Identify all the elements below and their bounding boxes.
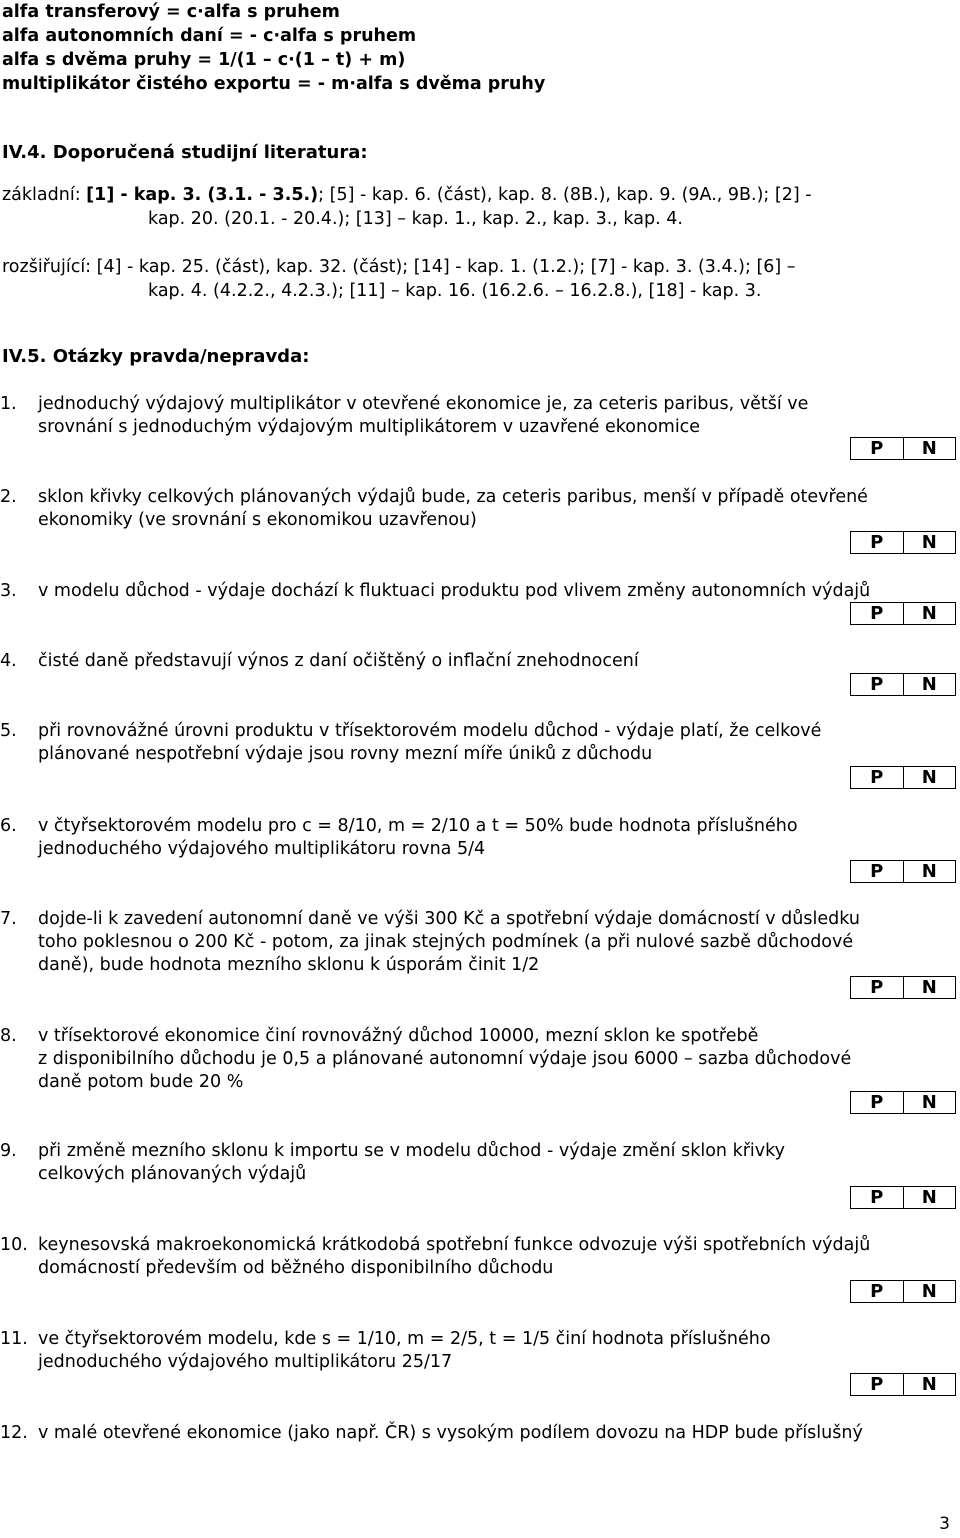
answer-false-option[interactable]: N xyxy=(903,1187,956,1208)
question-text: v čtyřsektorovém modelu pro c = 8/10, m = 2/10 a t = 50% bude hodnota příslušného xyxy=(38,816,798,836)
question-text: daně potom bude 20 % xyxy=(38,1072,244,1092)
basic-references: ; [5] - kap. 6. (část), kap. 8. (8B.), kap. 9. (9A., 9B.); [2] - xyxy=(318,185,812,205)
question-text: čisté daně představují výnos z daní očištěný o inflační znehodnocení xyxy=(38,651,639,671)
answer-false-option[interactable]: N xyxy=(903,603,956,624)
question-number xyxy=(0,838,38,861)
question-item xyxy=(0,1140,955,1186)
question-number: 2. xyxy=(0,487,17,507)
question-item xyxy=(0,486,955,532)
extended-literature xyxy=(2,255,952,303)
answer-false-option[interactable]: N xyxy=(903,674,956,695)
answer-false-option[interactable]: N xyxy=(903,532,956,553)
question-number: 5. xyxy=(0,721,17,741)
formula-line: alfa transferový = c·alfa s pruhem xyxy=(2,2,340,22)
question-number: 11. xyxy=(0,1329,28,1349)
question-number: 7. xyxy=(0,909,17,929)
answer-false-option[interactable]: N xyxy=(903,438,956,459)
formulas-block xyxy=(2,0,545,96)
question-text: daně), bude hodnota mezního sklonu k úsporám činit 1/2 xyxy=(38,955,540,975)
question-number xyxy=(0,509,38,532)
question-number xyxy=(0,1048,38,1071)
question-number xyxy=(0,954,38,977)
literature-title: IV.4. Doporučená studijní literatura: xyxy=(2,142,368,163)
formula-line: alfa autonomních daní = - c·alfa s pruhem xyxy=(2,26,417,46)
question-item xyxy=(0,1025,955,1094)
question-text: ekonomiky (ve srovnání s ekonomikou uzavřenou) xyxy=(38,510,477,530)
question-number xyxy=(0,1351,38,1374)
answer-false-option[interactable]: N xyxy=(903,1374,956,1395)
question-item xyxy=(0,1422,955,1445)
question-number: 4. xyxy=(0,651,17,671)
answer-true-option[interactable]: P xyxy=(870,532,884,553)
answer-true-option[interactable]: P xyxy=(870,861,884,882)
answer-false-option[interactable]: N xyxy=(903,1092,956,1113)
question-text: srovnání s jednoduchým výdajovým multiplikátorem v uzavřené ekonomice xyxy=(38,417,701,437)
question-text: v modelu důchod - výdaje dochází k fluktuaci produktu pod vlivem změny autonomních výdajů xyxy=(38,581,871,601)
question-text: při změně mezního sklonu k importu se v modelu důchod - výdaje změní sklon křivky xyxy=(38,1141,785,1161)
answer-true-option[interactable]: P xyxy=(870,1092,884,1113)
question-number xyxy=(0,931,38,954)
basic-label: základní: xyxy=(2,185,81,205)
question-text: jednoduchého výdajového multiplikátoru 25/17 xyxy=(38,1352,453,1372)
question-number xyxy=(0,1163,38,1186)
question-number xyxy=(0,743,38,766)
question-text: celkových plánovaných výdajů xyxy=(38,1164,307,1184)
answer-false-option[interactable]: N xyxy=(903,977,956,998)
question-text: jednoduchého výdajového multiplikátoru rovna 5/4 xyxy=(38,839,486,859)
true-false-box[interactable] xyxy=(850,531,956,554)
true-false-box[interactable] xyxy=(850,673,956,696)
answer-true-option[interactable]: P xyxy=(870,1187,884,1208)
true-false-box[interactable] xyxy=(850,1373,956,1396)
true-false-box[interactable] xyxy=(850,602,956,625)
formula-line: multiplikátor čistého exportu = - m·alfa s dvěma pruhy xyxy=(2,74,546,94)
question-text: v třísektorové ekonomice činí rovnovážný důchod 10000, mezní sklon ke spotřebě xyxy=(38,1026,759,1046)
true-false-box[interactable] xyxy=(850,976,956,999)
true-false-box[interactable] xyxy=(850,1280,956,1303)
question-text: domácností především od běžného disponibilního důchodu xyxy=(38,1258,554,1278)
answer-true-option[interactable]: P xyxy=(870,767,884,788)
question-number: 12. xyxy=(0,1423,28,1443)
basic-literature xyxy=(2,183,952,231)
extended-references-line1: rozšiřující: [4] - kap. 25. (část), kap. 32. (část); [14] - kap. 1. (1.2.); [7] - kap. 3. (3.4.); [6] – xyxy=(2,257,796,277)
question-item xyxy=(0,393,955,439)
answer-true-option[interactable]: P xyxy=(870,977,884,998)
question-number xyxy=(0,1071,38,1094)
answer-true-option[interactable]: P xyxy=(870,674,884,695)
question-item xyxy=(0,580,955,603)
basic-references-line2: kap. 20. (20.1. - 20.4.); [13] – kap. 1., kap. 2., kap. 3., kap. 4. xyxy=(148,209,683,229)
answer-true-option[interactable]: P xyxy=(870,1281,884,1302)
answer-false-option[interactable]: N xyxy=(903,1281,956,1302)
true-false-box[interactable] xyxy=(850,860,956,883)
question-text: z disponibilního důchodu je 0,5 a plánované autonomní výdaje jsou 6000 – sazba důchodové xyxy=(38,1049,852,1069)
question-number: 10. xyxy=(0,1235,28,1255)
question-number: 3. xyxy=(0,581,17,601)
question-item xyxy=(0,1234,955,1280)
answer-true-option[interactable]: P xyxy=(870,1374,884,1395)
extended-references-line2: kap. 4. (4.2.2., 4.2.3.); [11] – kap. 16. (16.2.6. – 16.2.8.), [18] - kap. 3. xyxy=(148,281,762,301)
question-number xyxy=(0,416,38,439)
question-number: 8. xyxy=(0,1026,17,1046)
answer-false-option[interactable]: N xyxy=(903,767,956,788)
question-number: 6. xyxy=(0,816,17,836)
true-false-box[interactable] xyxy=(850,766,956,789)
question-text: dojde-li k zavedení autonomní daně ve výši 300 Kč a spotřební výdaje domácností v důsledku xyxy=(38,909,860,929)
question-text: v malé otevřené ekonomice (jako např. ČR) s vysokým podílem dovozu na HDP bude příslušný xyxy=(38,1423,863,1443)
answer-false-option[interactable]: N xyxy=(903,861,956,882)
question-text: toho poklesnou o 200 Kč - potom, za jinak stejných podmínek (a při nulové sazbě důchodové xyxy=(38,932,854,952)
questions-title: IV.5. Otázky pravda/nepravda: xyxy=(2,346,310,367)
true-false-box[interactable] xyxy=(850,437,956,460)
question-text: ve čtyřsektorovém modelu, kde s = 1/10, m = 2/5, t = 1/5 činí hodnota příslušného xyxy=(38,1329,771,1349)
question-text: při rovnovážné úrovni produktu v třísektorovém modelu důchod - výdaje platí, že celkové xyxy=(38,721,822,741)
true-false-box[interactable] xyxy=(850,1186,956,1209)
question-text: plánované nespotřební výdaje jsou rovny mezní míře úniků z důchodu xyxy=(38,744,653,764)
formula-line: alfa s dvěma pruhy = 1/(1 – c·(1 – t) + m) xyxy=(2,50,406,70)
question-text: jednoduchý výdajový multiplikátor v otevřené ekonomice je, za ceteris paribus, větší ve xyxy=(38,394,809,414)
answer-true-option[interactable]: P xyxy=(870,438,884,459)
question-number: 9. xyxy=(0,1141,17,1161)
question-item xyxy=(0,908,955,977)
question-item xyxy=(0,815,955,861)
true-false-box[interactable] xyxy=(850,1091,956,1114)
question-number xyxy=(0,1257,38,1280)
question-number: 1. xyxy=(0,394,17,414)
question-text: sklon křivky celkových plánovaných výdajů bude, za ceteris paribus, menší v případě otevřené xyxy=(38,487,868,507)
question-item xyxy=(0,1328,955,1374)
page-number: 3 xyxy=(939,1514,950,1534)
basic-bold-reference: [1] - kap. 3. (3.1. - 3.5.) xyxy=(86,185,319,205)
answer-true-option[interactable]: P xyxy=(870,603,884,624)
question-text: keynesovská makroekonomická krátkodobá spotřební funkce odvozuje výši spotřebních výdajů xyxy=(38,1235,871,1255)
question-item xyxy=(0,650,955,673)
question-item xyxy=(0,720,955,766)
